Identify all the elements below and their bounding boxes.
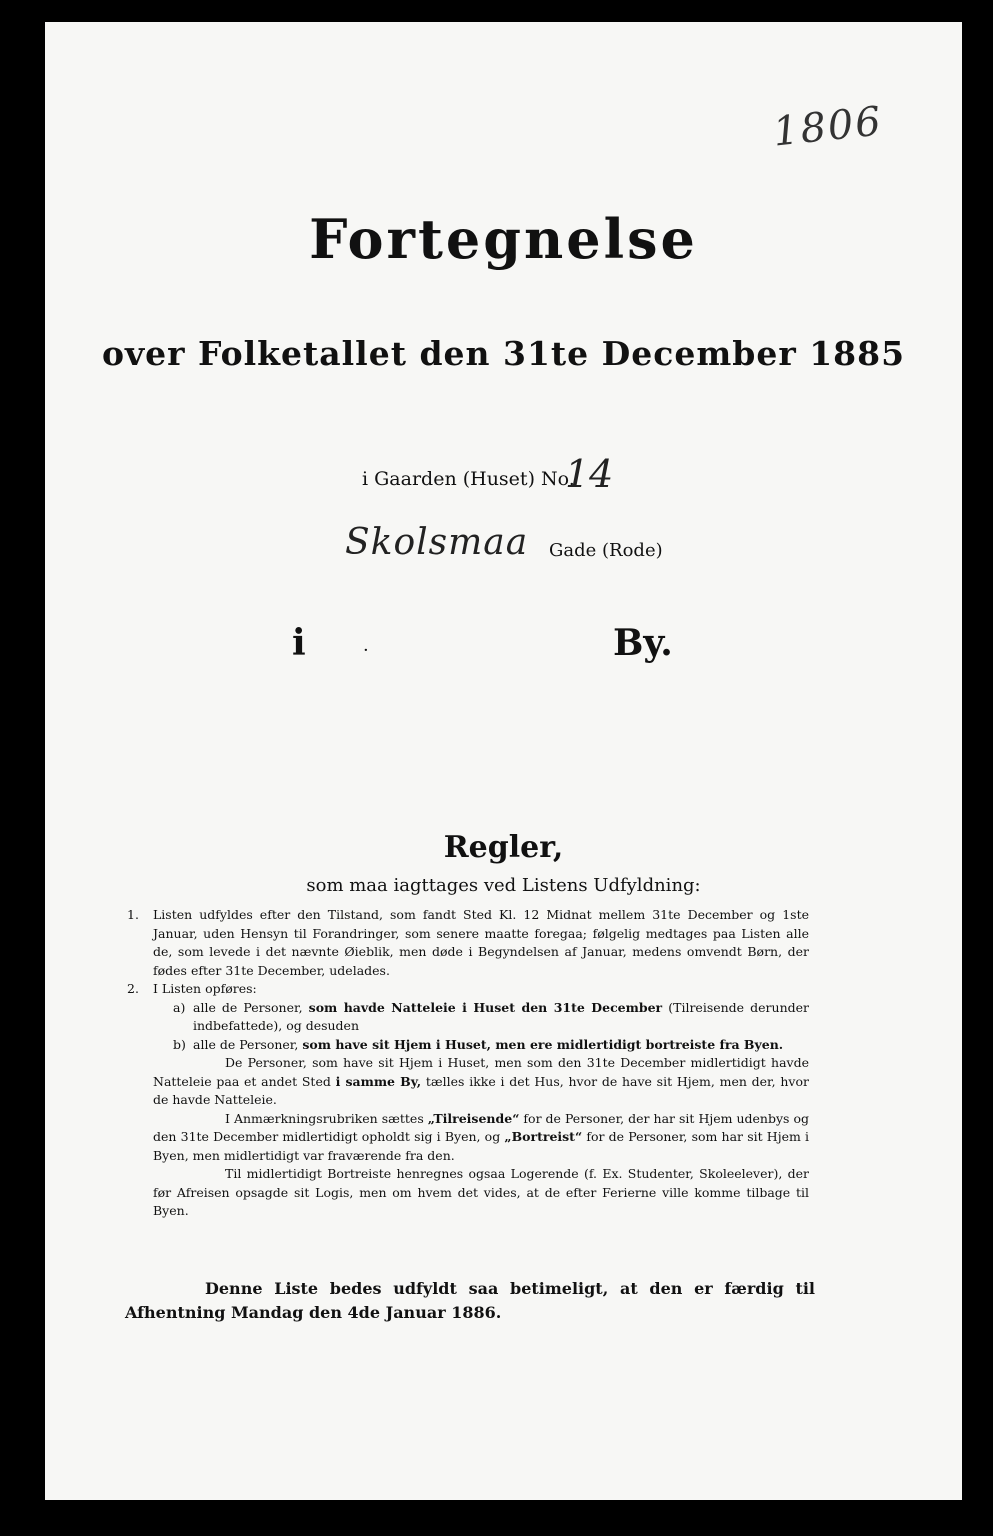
para-text: for de Personer, som har sit Hjem i Byen, men midlertidigt var fraværende fra den. [153,1129,809,1163]
para-text: tælles ikke i det Hus, hvor de have sit Hjem, men der, hvor de havde Natteleie. [153,1073,809,1107]
city-prefix: i [292,622,306,664]
rule-1 [127,906,809,980]
house-number-handwritten: 14 [565,452,614,496]
para-text: De Personer, som have sit Hjem i Huset, men som den 31te December midlertidigt havde Natteleie paa et andet Sted [153,1055,809,1089]
rule-2 [127,980,809,999]
house-label: i Gaarden (Huset) No. [362,468,575,490]
city-blank-mark: · [363,640,369,661]
rule-2-item-b [153,1036,809,1055]
rule-2-item-a [153,999,809,1036]
item-label: a) [173,999,186,1015]
para-text: for de Personer, der har sit Hjem udenbys og den 31te December midlertidigt opholdt sig i Byen, og [153,1110,809,1144]
census-form-page [45,22,962,1500]
rule-paragraph [153,1054,809,1110]
pencil-note: 1806 [770,98,885,156]
form-title: Fortegnelse [309,207,698,271]
rule-paragraph [153,1110,809,1166]
para-text: Til midlertidigt Bortreiste henregnes ogsaa Logerende (f. Ex. Studenter, Skoleelever), der før Afreisen opsagde sit Logis, men om hvem det vides, at de efter Ferierne ville komme tilbage til Byen. [153,1166,809,1218]
footer-text: Denne Liste bedes udfyldt saa betimeligt, at den er færdig til Afhentning Mandag den 4de Januar 1886. [125,1279,815,1322]
rules-heading: Regler, [443,830,564,865]
rule-paragraph [153,1165,809,1221]
item-emphasis: som have sit Hjem i Huset, men ere midlertidigt bortreiste fra Byen. [302,1036,784,1052]
item-text: alle de Personer, [193,999,303,1015]
para-text: I Anmærkningsrubriken sættes [225,1110,424,1126]
rule-text: Listen udfyldes efter den Tilstand, som fandt Sted Kl. 12 Midnat mellem 31te December og 1ste Januar, uden Hensyn til Forandringer, som senere maatte foregaa; følgelig medtages paa Listen alle de, som levede i det nævnte Øieblik, men døde i Begyndelsen af Januar, medens omvendt Børn, der fødes efter 31te December, udelades. [153,907,809,978]
para-emphasis: „Bortreist“ [504,1129,583,1144]
para-emphasis: i samme By, [335,1073,422,1089]
rules-list [127,906,809,1221]
item-text: alle de Personer, [193,1036,299,1052]
form-subtitle: over Folketallet den 31te December 1885 [101,334,906,373]
street-label: Gade (Rode) [549,540,663,561]
item-label: b) [173,1036,186,1052]
item-emphasis: som havde Natteleie i Huset den 31te December [308,999,663,1015]
item-text: (Tilreisende derunder indbefattede), og desuden [193,999,809,1033]
footer-notice [125,1277,815,1325]
city-suffix: By. [613,622,673,664]
para-emphasis: „Tilreisende“ [427,1110,520,1126]
rule-text: I Listen opføres: [153,981,257,996]
rule-number: 1. [127,907,139,922]
rule-number: 2. [127,981,139,996]
street-name-handwritten: Skolsmaa [345,522,529,563]
rules-subheading: som maa iagttages ved Listens Udfyldning: [306,875,701,896]
